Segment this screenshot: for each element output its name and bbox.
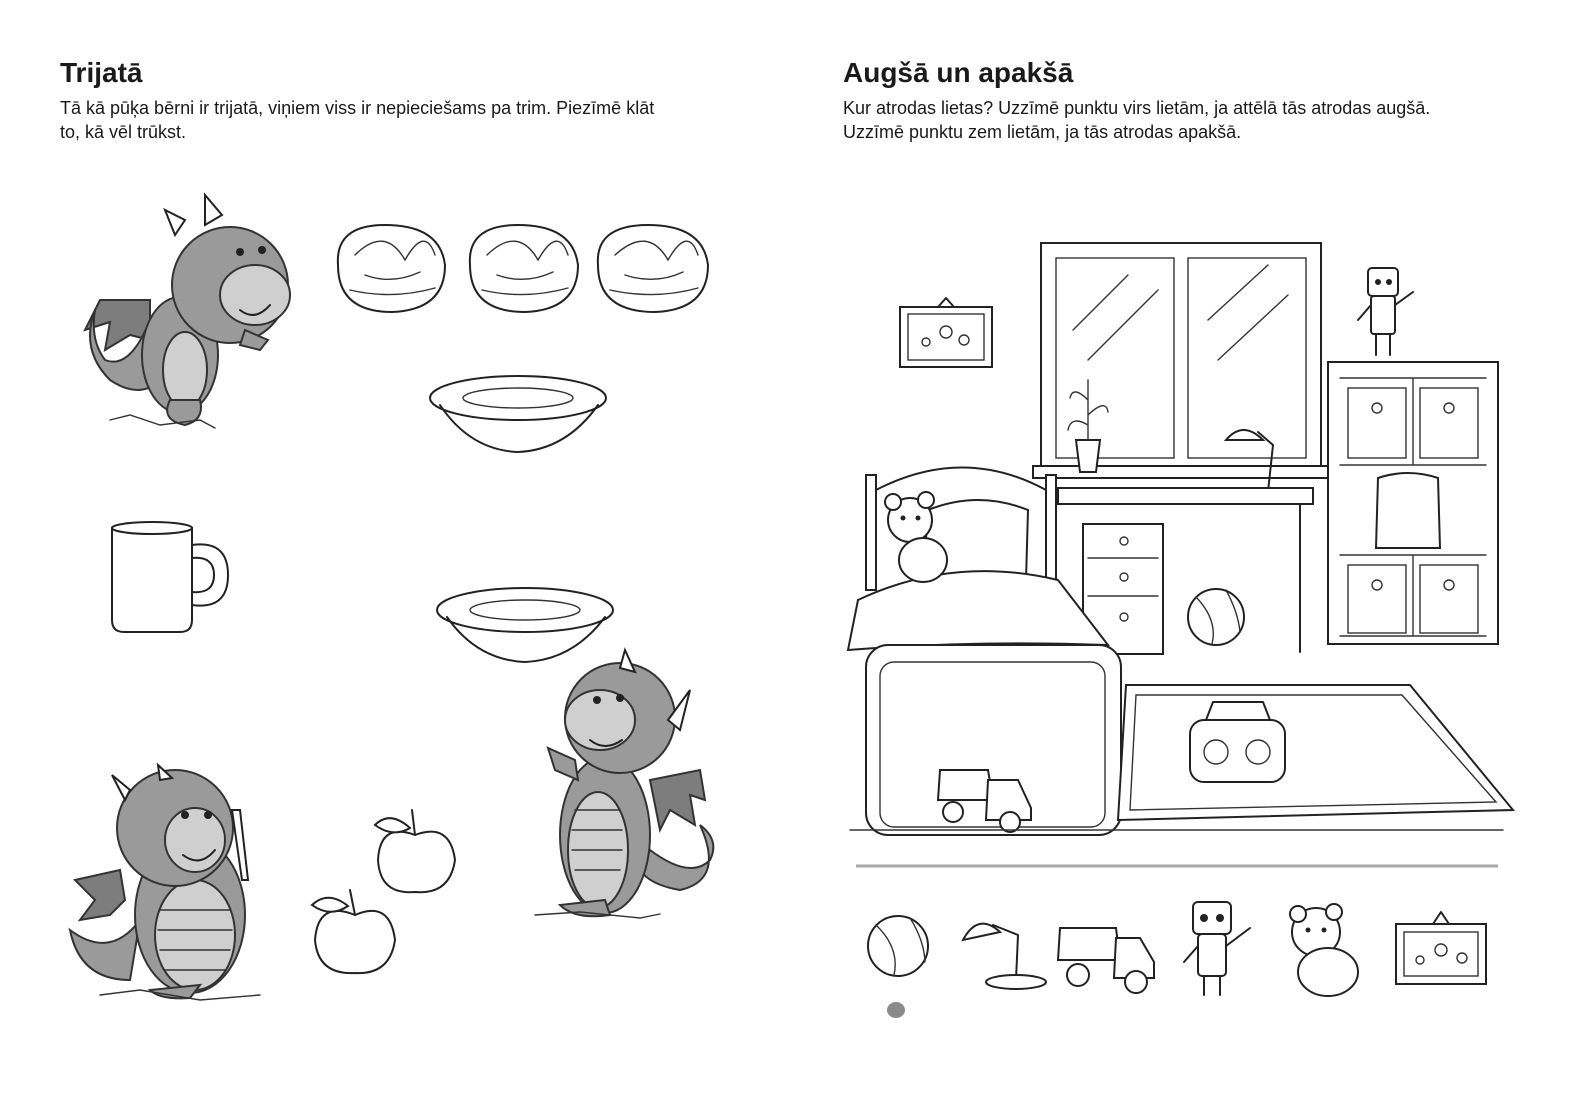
shelf-unit-illustration — [1328, 362, 1498, 644]
flower-picture-illustration — [900, 298, 992, 367]
left-page-instruction-line1: Tā kā pūķa bērni ir trijatā, viņiem viss ir nepieciešams pa trim. Piezīmē klāt — [60, 98, 655, 118]
answer-teddy-bear-illustration — [1290, 904, 1358, 996]
left-page-illustration — [0, 0, 787, 1102]
left-page — [0, 0, 787, 1102]
dragon-illustration — [535, 650, 713, 918]
answer-robot-illustration — [1184, 902, 1250, 995]
answer-ball-illustration — [868, 916, 928, 976]
answer-flower-picture-illustration — [1396, 912, 1486, 984]
right-page — [788, 0, 1575, 1102]
left-page-title: Trijatā — [60, 57, 143, 88]
mug-illustration — [112, 522, 228, 632]
pretzel-illustration — [470, 225, 578, 312]
apple-illustration — [375, 810, 455, 892]
bedroom-illustration — [788, 0, 1575, 1102]
pretzel-illustration — [598, 225, 708, 312]
robot-illustration — [1358, 268, 1413, 355]
right-page-title: Augšā un apakšā — [843, 57, 1074, 88]
rug-illustration — [1118, 685, 1513, 820]
dragon-illustration — [85, 195, 290, 428]
ball-illustration — [1188, 589, 1244, 645]
answer-lamp-illustration — [963, 924, 1046, 989]
bowl-illustration — [430, 376, 606, 452]
right-page-instruction-line1: Kur atrodas lietas? Uzzīmē punktu virs lietām, ja attēlā tās atrodas augšā. — [843, 98, 1431, 118]
answer-toy-truck-illustration — [1058, 928, 1154, 993]
bowl-illustration — [437, 588, 613, 662]
pretzel-illustration — [338, 225, 445, 312]
dragon-illustration — [70, 765, 260, 1000]
apple-illustration — [312, 890, 395, 973]
left-page-instruction-line2: to, kā vēl trūkst. — [60, 122, 187, 142]
right-page-instruction-line2: Uzzīmē punktu zem lietām, ja tās atrodas apakšā. — [843, 122, 1242, 142]
example-answer-dot — [887, 1002, 905, 1018]
